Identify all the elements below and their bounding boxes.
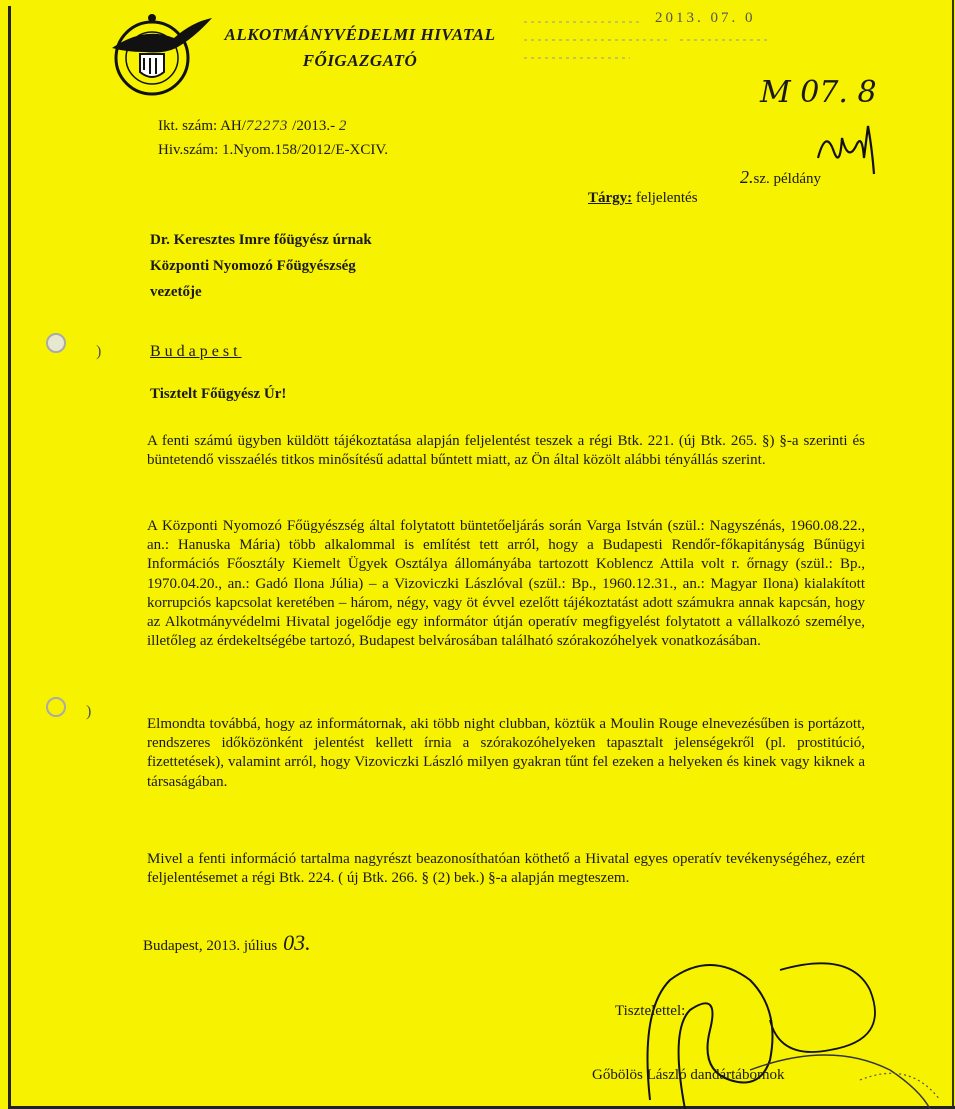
paragraph-3: Elmondta továbbá, hogy az informátornak, aki több night clubban, köztük a Moulin Rouge elnevezésűben is portázott, rendszeres időközönként jelentést kellett írnia a szórakozóhelyeken tapasztalt jelenségekről (pl. prostitúció, fizettetések), valamint arról, hogy Vizoviczki László milyen gyakran tűnt fel ezeken a helyeken és kinek vagy kiknek a társaságában. — [147, 716, 865, 790]
addressee-role: vezetője — [150, 284, 202, 300]
subject-line — [588, 190, 698, 207]
punch-hole — [46, 697, 66, 717]
paragraph-2: A Központi Nyomozó Főügyészség által folytatott büntetőeljárás során Varga István (szül.: Nagyszénás, 1960.08.22., an.: Hanuska Mária) több alkalommal is említést tett arról, hogy a Budapesti Rendőr-főkapitányság Bűnügyi Információs Főosztály Kiemelt Ügyek Osztálya állományába tartozott Koblencz Attila volt r. őrnagy (szül.: Bp., 1970.04.20., an.: Gadó Ilona Júlia) – a Vizoviczki Lászlóval (szül.: Bp., 1960.12.31., an.: Magyar Ilona) kialakított korrupciós kapcsolat keretében – három, négy, vagy öt évvel ezelőtt tájékoztatást adott számukra annak kapcsán, hogy az Alkotmányvédelmi Hivatal jogelődje egy informátor útján operatív megfigyelést folytatott a vállalkozó személye, illetőleg az érdekeltségébe tartozó, Budapest belvárosában található szórakozóhelyek vonatkozásában. — [147, 518, 865, 650]
closing-date-text: Budapest, 2013. július — [143, 938, 278, 954]
salutation: Tisztelt Főügyész Úr! — [150, 386, 287, 402]
filing-year: /2013.- — [288, 118, 339, 134]
copy-number — [740, 167, 821, 188]
reference-number: Hiv.szám: 1.Nyom.158/2012/E-XCIV. — [158, 142, 388, 158]
filing-number — [158, 118, 347, 135]
filing-handwritten-suffix: 2 — [338, 118, 348, 134]
agency-heading — [210, 22, 510, 74]
closing-date — [143, 930, 311, 956]
agency-title: FŐIGAZGATÓ — [302, 51, 418, 70]
filing-handwritten-number: 72273 — [245, 118, 289, 134]
initials-signature-icon — [812, 118, 882, 178]
paragraph-4: Mivel a fenti információ tartalma nagyrészt beazonosíthatóan köthető a Hivatal egyes operatív tevékenységéhez, ezért feljelentésemet a régi Btk. 224. ( új Btk. 266. § (2) bek.) §-a alapján megteszem. — [147, 851, 865, 887]
agency-name: ALKOTMÁNYVÉDELMI HIVATAL — [224, 25, 496, 44]
addressee-block — [150, 227, 372, 305]
scan-border-left — [8, 6, 11, 1109]
punch-mark: ) — [96, 343, 102, 360]
copy-label: sz. példány — [753, 171, 821, 187]
addressee-name: Dr. Keresztes Imre főügyész úrnak — [150, 232, 372, 248]
filing-prefix: Ikt. szám: AH/ — [158, 118, 246, 134]
subject-label: Tárgy: — [588, 190, 633, 206]
addressee-office: Központi Nyomozó Főügyészség — [150, 258, 356, 274]
subject-value: feljelentés — [632, 190, 698, 206]
scan-border-right — [952, 0, 954, 1109]
punch-mark: ) — [86, 703, 92, 720]
copy-handwritten: 2. — [740, 167, 754, 187]
signer-name: Gőbölös László dandártábornok — [592, 1067, 785, 1083]
paragraph-1: A fenti számú ügyben küldött tájékoztatása alapján feljelentést teszek a régi Btk. 221. (új Btk. 265. §) §-a szerinti és büntetendő visszaélés titkos minősítésű adattal bűntett miatt, az Ön által közölt alábbi tényállás szerint. — [147, 433, 865, 469]
handwritten-date: M 07. 8 — [760, 75, 877, 110]
closing-regards: Tisztelettel: — [615, 1003, 686, 1019]
closing-date-handwritten: 03. — [283, 930, 311, 955]
signature-icon — [630, 950, 955, 1109]
agency-emblem-icon — [104, 8, 214, 100]
stamp-date: 2013. 07. 0 — [655, 10, 756, 26]
recipient-city: Budapest — [150, 343, 242, 360]
punch-hole — [46, 333, 66, 353]
